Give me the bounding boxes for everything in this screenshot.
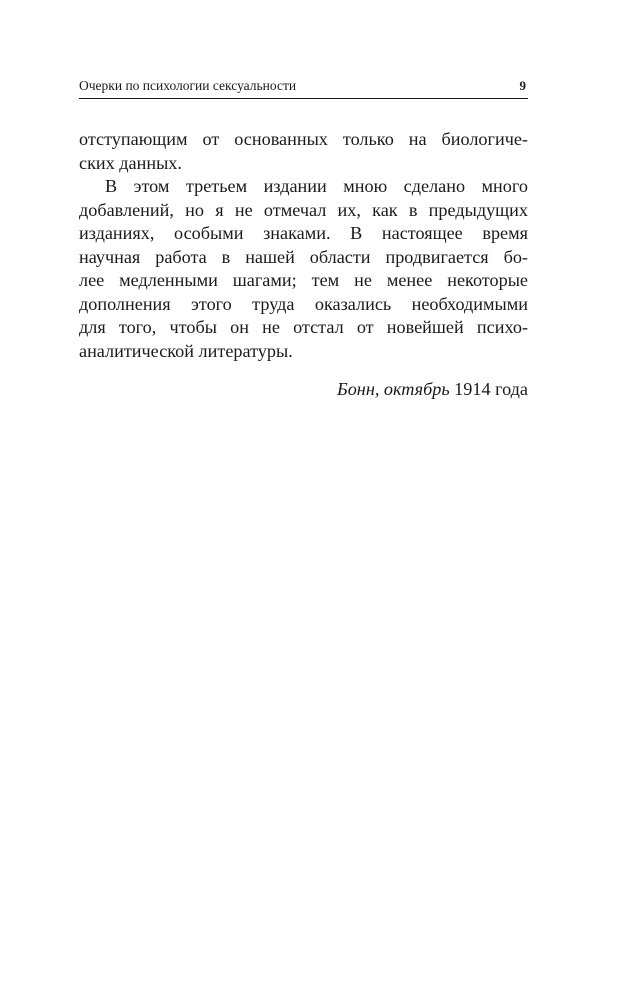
running-title: Очерки по психологии сексуальности [79, 78, 297, 93]
running-header [79, 74, 528, 99]
text-line: В этом третьем издании мною сделано много [105, 176, 528, 196]
text-line: научная работа в нашей области продвигается бо- [79, 246, 528, 267]
signature-year: 1914 года [454, 379, 528, 399]
text-line: аналитической литературы. [79, 340, 293, 361]
text-line: изданиях, особыми знаками. В настоящее время [79, 223, 528, 243]
page-number: 9 [519, 78, 526, 93]
signature [337, 378, 528, 402]
text-line: дополнения этого труда оказались необходимыми [79, 293, 528, 314]
text-line: лее медленными шагами; тем не менее некоторые [79, 270, 528, 290]
text-line: отступающим от основанных только на биологиче- [79, 129, 528, 149]
text-line: для того, чтобы он не отстал от новейшей психо- [79, 317, 528, 337]
text-line: добавлений, но я не отмечал их, как в предыдущих [79, 199, 528, 220]
main-text [79, 128, 528, 363]
text-line: ских данных. [79, 152, 182, 173]
signature-place: Бонн, октябрь [336, 379, 450, 399]
